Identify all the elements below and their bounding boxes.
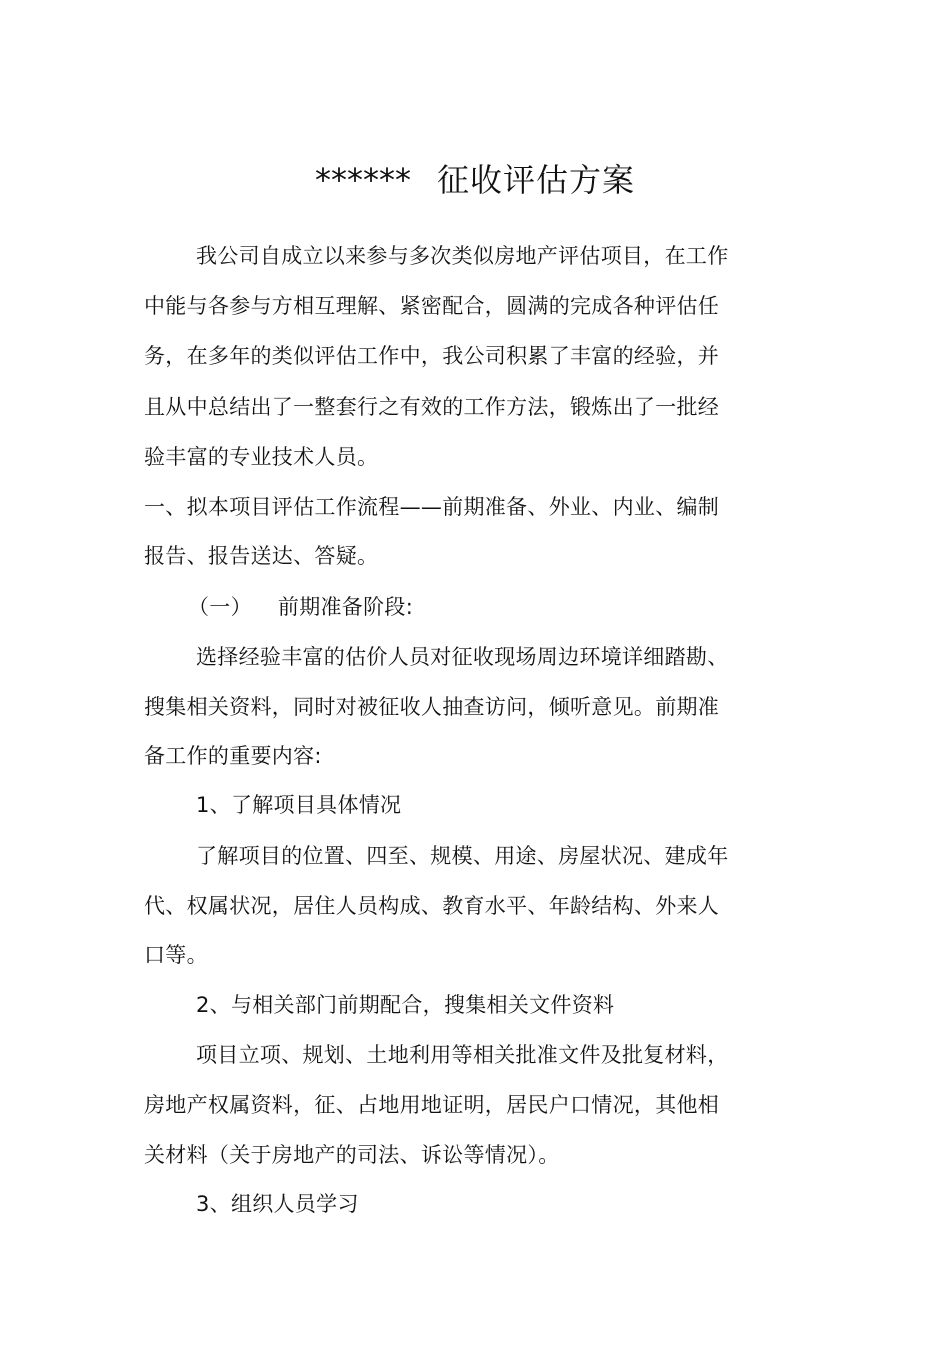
section-heading-line-2: 报告、报告送达、答疑。 [144, 544, 379, 568]
intro-line-2: 中能与各参与方相互理解、紧密配合，圆满的完成各种评估任 [144, 294, 720, 318]
prep-line-3: 备工作的重要内容: [144, 744, 322, 768]
intro-line-4: 且从中总结出了一整套行之有效的工作方法，锻炼出了一批经 [144, 395, 720, 419]
title-text: 征收评估方案 [436, 161, 635, 199]
intro-line-1: 我公司自成立以来参与多次类似房地产评估项目，在工作 [196, 244, 729, 268]
item-2-line-3: 关材料（关于房地产的司法、诉讼等情况）。 [144, 1143, 560, 1167]
item-1-line-2: 代、权属状况，居住人员构成、教育水平、年龄结构、外来人 [144, 894, 720, 918]
subsection-title: 前期准备阶段: [277, 595, 414, 619]
item-3-heading: 3、组织人员学习 [196, 1192, 359, 1216]
prep-line-1: 选择经验丰富的估价人员对征收现场周边环境详细踏勘、 [196, 645, 729, 669]
item-1-heading: 1、了解项目具体情况 [196, 793, 402, 817]
item-1-line-1: 了解项目的位置、四至、规模、用途、房屋状况、建成年 [196, 844, 729, 868]
document-title [0, 158, 950, 202]
item-2-line-2: 房地产权属资料，征、占地用地证明，居民户口情况，其他相 [144, 1093, 720, 1117]
subsection-heading [188, 592, 413, 622]
item-2-heading: 2、与相关部门前期配合，搜集相关文件资料 [196, 993, 615, 1017]
subsection-number: （一） [188, 595, 252, 619]
intro-line-3: 务，在多年的类似评估工作中，我公司积累了丰富的经验，并 [144, 344, 720, 368]
prep-line-2: 搜集相关资料，同时对被征收人抽查访问，倾听意见。前期准 [144, 695, 720, 719]
intro-line-5: 验丰富的专业技术人员。 [144, 445, 379, 469]
section-heading-line-1: 一、拟本项目评估工作流程——前期准备、外业、内业、编制 [144, 495, 720, 519]
item-2-line-1: 项目立项、规划、土地利用等相关批准文件及批复材料， [196, 1043, 729, 1067]
item-1-line-3: 口等。 [144, 943, 208, 967]
title-stars: ****** [314, 161, 411, 199]
